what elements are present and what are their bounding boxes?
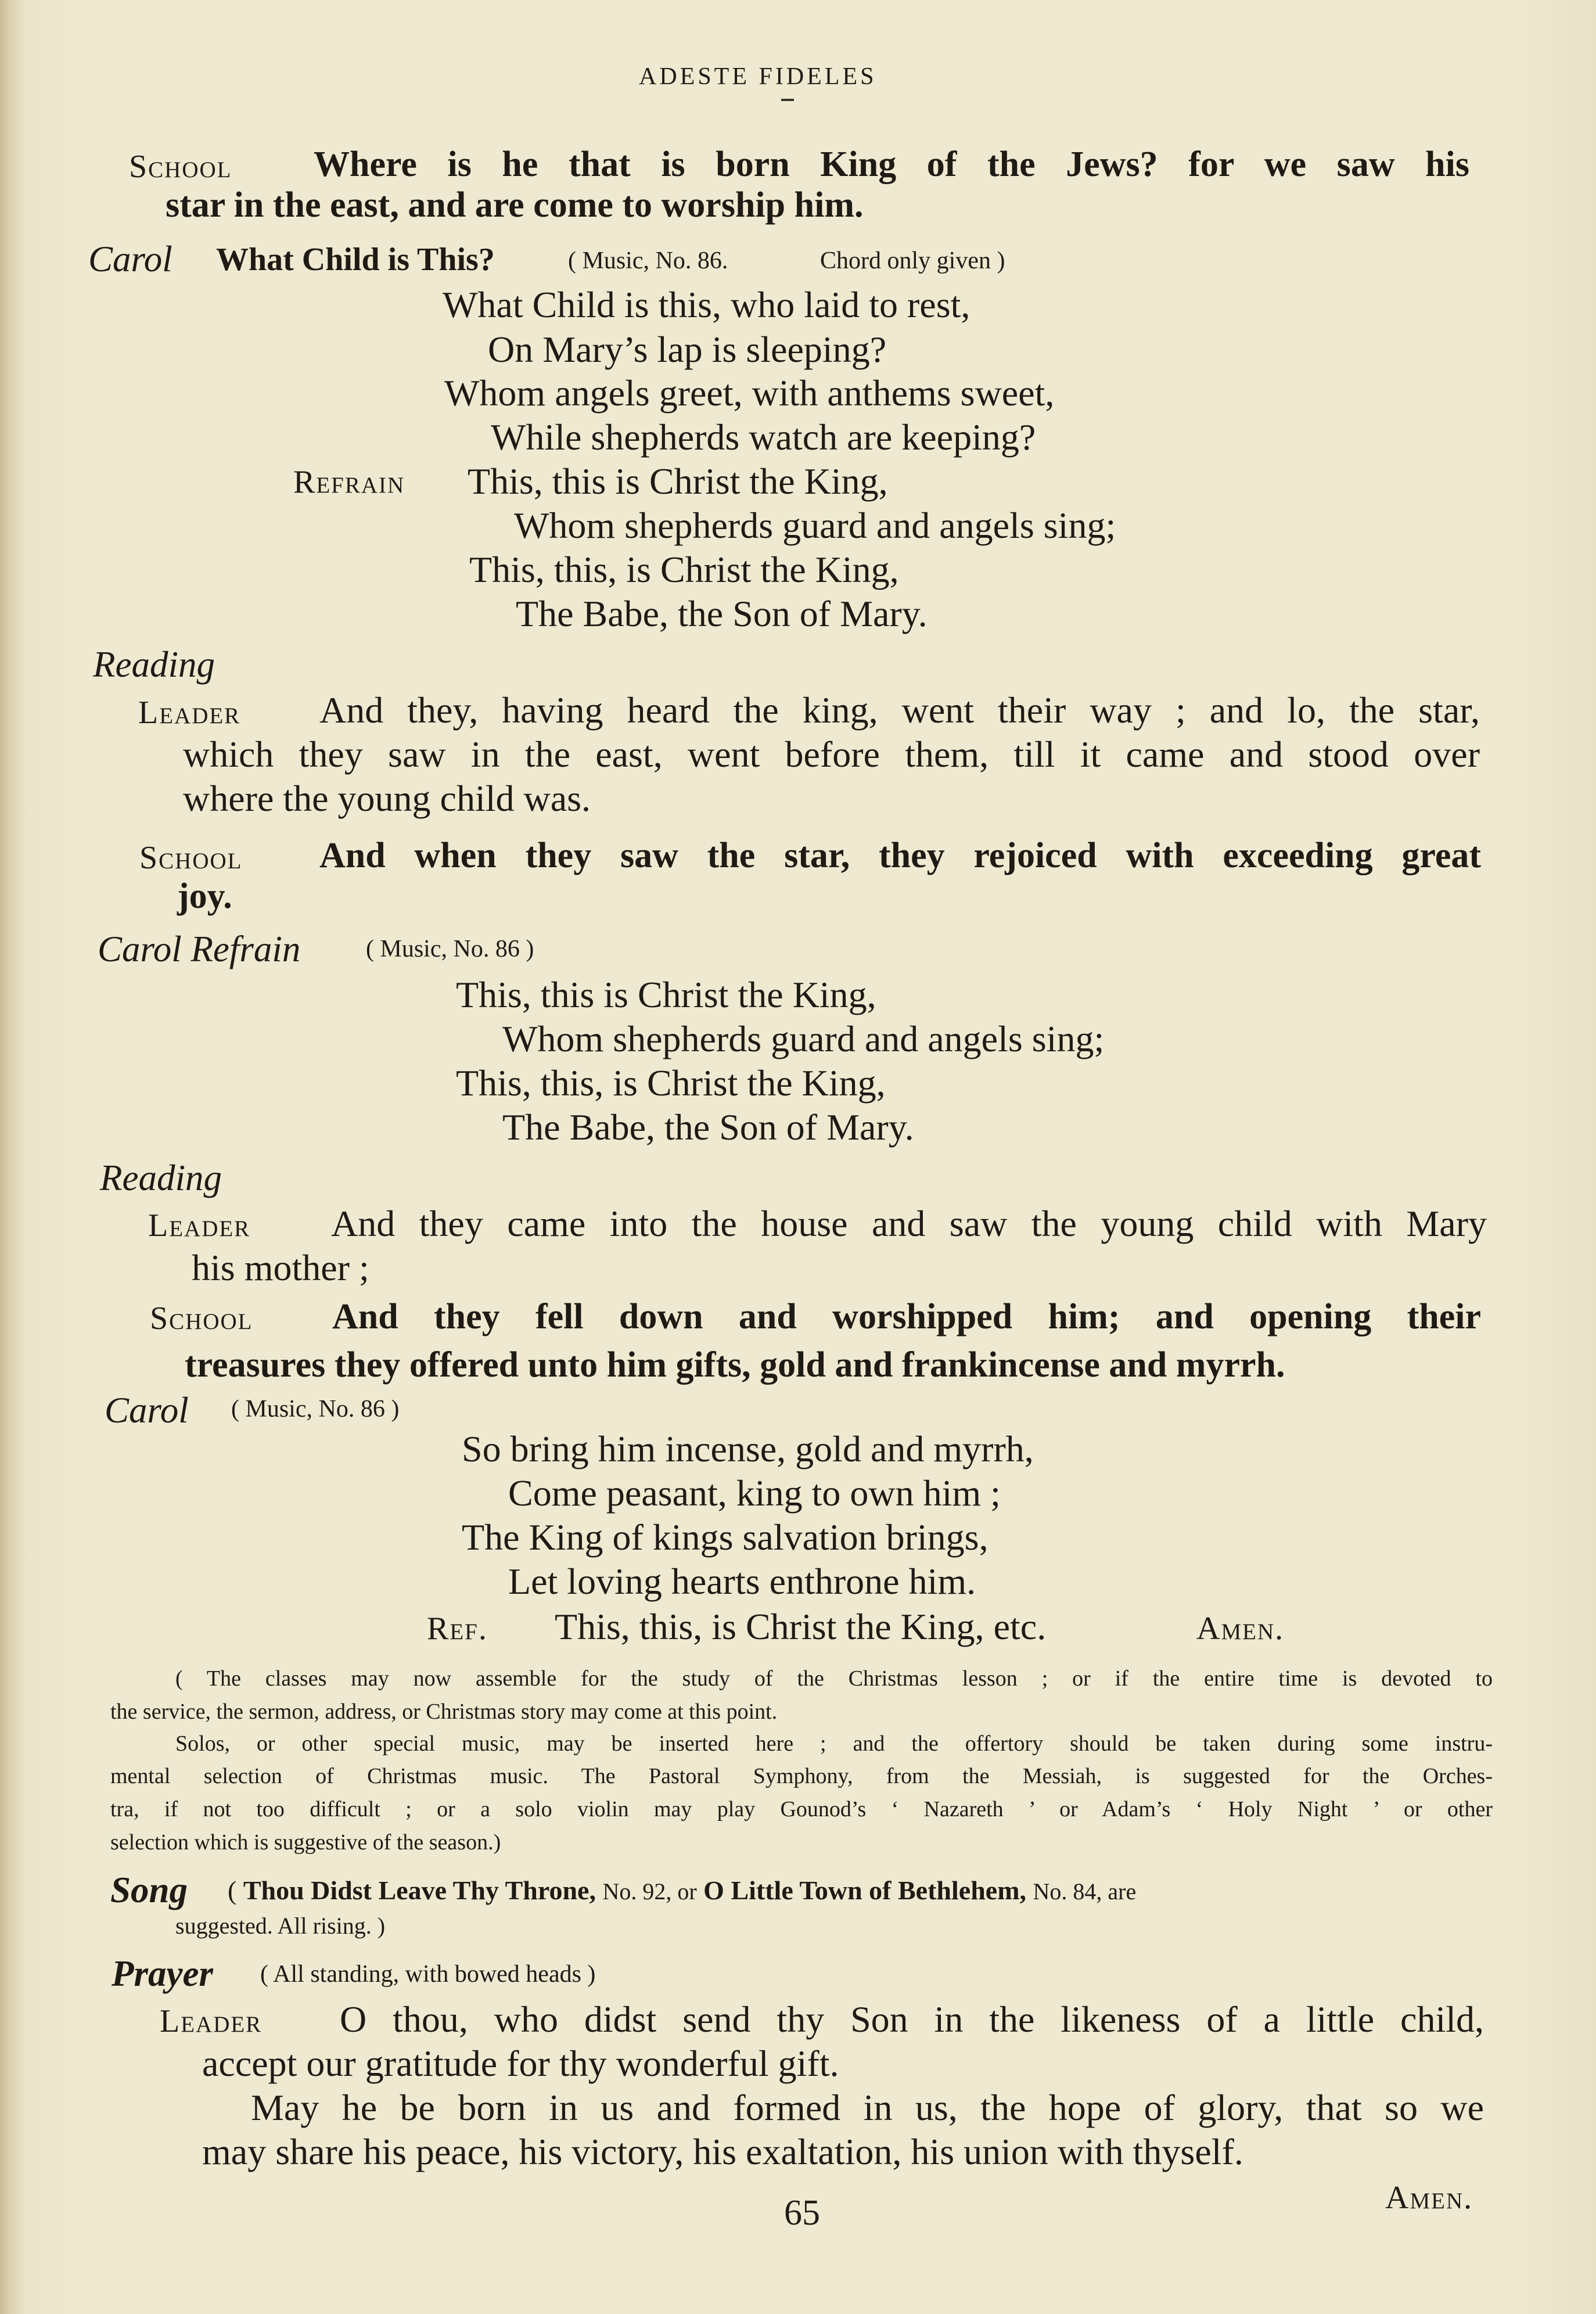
song-label: Song [110, 1870, 188, 1910]
carol-refrain-label: Carol Refrain [98, 929, 301, 969]
music-note: ( Music, No. 86 ) [366, 936, 534, 962]
leader-label: Leader [148, 1208, 251, 1244]
instruction-line: selection which is suggestive of the season.) [110, 1830, 501, 1855]
instruction-line: the service, the sermon, address, or Christmas story may come at this point. [110, 1699, 778, 1724]
verse-line: On Mary’s lap is sleeping? [488, 329, 887, 370]
song-title: O Little Town of Bethlehem, [703, 1875, 1027, 1905]
amen-text: Amen. [1385, 2180, 1473, 2216]
amen-text: Amen. [1196, 1611, 1285, 1647]
reading-label: Reading [93, 644, 215, 685]
song-note: suggested. All rising. ) [175, 1913, 386, 1939]
school-label: School [129, 149, 232, 185]
verse-line: Come peasant, king to own him ; [508, 1472, 1001, 1514]
prayer-note: ( All standing, with bowed heads ) [260, 1961, 596, 1988]
refrain-line: This, this, is Christ the King, [469, 549, 899, 590]
refrain-label: Refrain [293, 464, 405, 500]
leader-label: Leader [138, 695, 241, 731]
song-suggestion [228, 1875, 1136, 1906]
ref-line: This, this, is Christ the King, etc. [555, 1606, 1047, 1647]
school-response-line: And they fell down and worshipped him; and opening their [332, 1297, 1481, 1336]
refrain-line: The Babe, the Son of Mary. [502, 1106, 914, 1148]
prayer-line: accept our gratitude for thy wonderful gift. [202, 2043, 839, 2084]
song-title: Thou Didst Leave Thy Throne, [243, 1875, 596, 1905]
song-open-paren: ( [228, 1875, 237, 1905]
refrain-line: The Babe, the Son of Mary. [516, 593, 928, 634]
prayer-line: may share his peace, his victory, his exaltation, his union with thyself. [202, 2131, 1243, 2172]
school-response-line: joy. [177, 876, 232, 916]
chord-note: Chord only given ) [820, 247, 1005, 274]
prayer-label: Prayer [112, 1953, 213, 1994]
running-head: ADESTE FIDELES [639, 63, 877, 90]
refrain-line: Whom shepherds guard and angels sing; [514, 505, 1116, 546]
school-response-line: And when they saw the star, they rejoiced with exceeding great [319, 836, 1481, 875]
verse-line: So bring him incense, gold and myrrh, [462, 1428, 1034, 1469]
page-number: 65 [784, 2193, 820, 2233]
instruction-line: ( The classes may now assemble for the study of the Christmas lesson ; or if the entire time is devoted to [175, 1666, 1493, 1691]
instruction-line: Solos, or other special music, may be inserted here ; and the offertory should be taken during some instru- [175, 1731, 1493, 1756]
reading-label: Reading [100, 1158, 222, 1198]
carol-title: What Child is This? [216, 242, 495, 278]
verse-line: Let loving hearts enthrone him. [508, 1561, 976, 1602]
head-dash [781, 99, 794, 101]
verse-line: While shepherds watch are keeping? [491, 416, 1036, 458]
prayer-line: May he be born in us and formed in us, the hope of glory, that so we [251, 2087, 1484, 2128]
verse-line: What Child is this, who laid to rest, [443, 284, 970, 325]
leader-reading-line: where the young child was. [183, 778, 591, 819]
music-note: ( Music, No. 86 ) [231, 1396, 400, 1422]
refrain-line: This, this is Christ the King, [468, 461, 888, 502]
song-number: No. 84, are [1033, 1878, 1137, 1905]
verse-line: The King of kings salvation brings, [462, 1517, 988, 1558]
school-label: School [150, 1300, 253, 1336]
school-response-line: treasures they offered unto him gifts, gold and frankincense and myrrh. [185, 1345, 1285, 1385]
ref-label: Ref. [427, 1611, 488, 1647]
refrain-line: This, this, is Christ the King, [456, 1062, 886, 1104]
carol-label: Carol [88, 239, 172, 279]
leader-reading-line: which they saw in the east, went before them, till it came and stood over [183, 734, 1480, 775]
leader-reading-line: And they, having heard the king, went their way ; and lo, the star, [319, 689, 1480, 731]
music-note: ( Music, No. 86. [568, 247, 728, 274]
prayer-line: O thou, who didst send thy Son in the likeness of a little child, [340, 1999, 1484, 2040]
leader-label: Leader [160, 2003, 263, 2039]
refrain-line: Whom shepherds guard and angels sing; [502, 1018, 1105, 1059]
school-label: School [139, 840, 243, 876]
song-number: No. 92, or [602, 1878, 697, 1905]
refrain-line: This, this is Christ the King, [456, 974, 876, 1015]
carol-label: Carol [105, 1390, 189, 1431]
school-response-line: Where is he that is born King of the Jews? for we saw his [314, 145, 1469, 184]
instruction-line: tra, if not too difficult ; or a solo violin may play Gounod’s ‘ Nazareth ’ or Adam’s ‘ Holy Night ’ or other [110, 1797, 1493, 1821]
school-response-line: star in the east, and are come to worship him. [166, 185, 864, 225]
verse-line: Whom angels greet, with anthems sweet, [444, 372, 1055, 414]
instruction-line: mental selection of Christmas music. The Pastoral Symphony, from the Messiah, is suggested for the Orches- [110, 1764, 1493, 1788]
leader-reading-line: his mother ; [192, 1247, 369, 1288]
leader-reading-line: And they came into the house and saw the young child with Mary [331, 1203, 1487, 1244]
